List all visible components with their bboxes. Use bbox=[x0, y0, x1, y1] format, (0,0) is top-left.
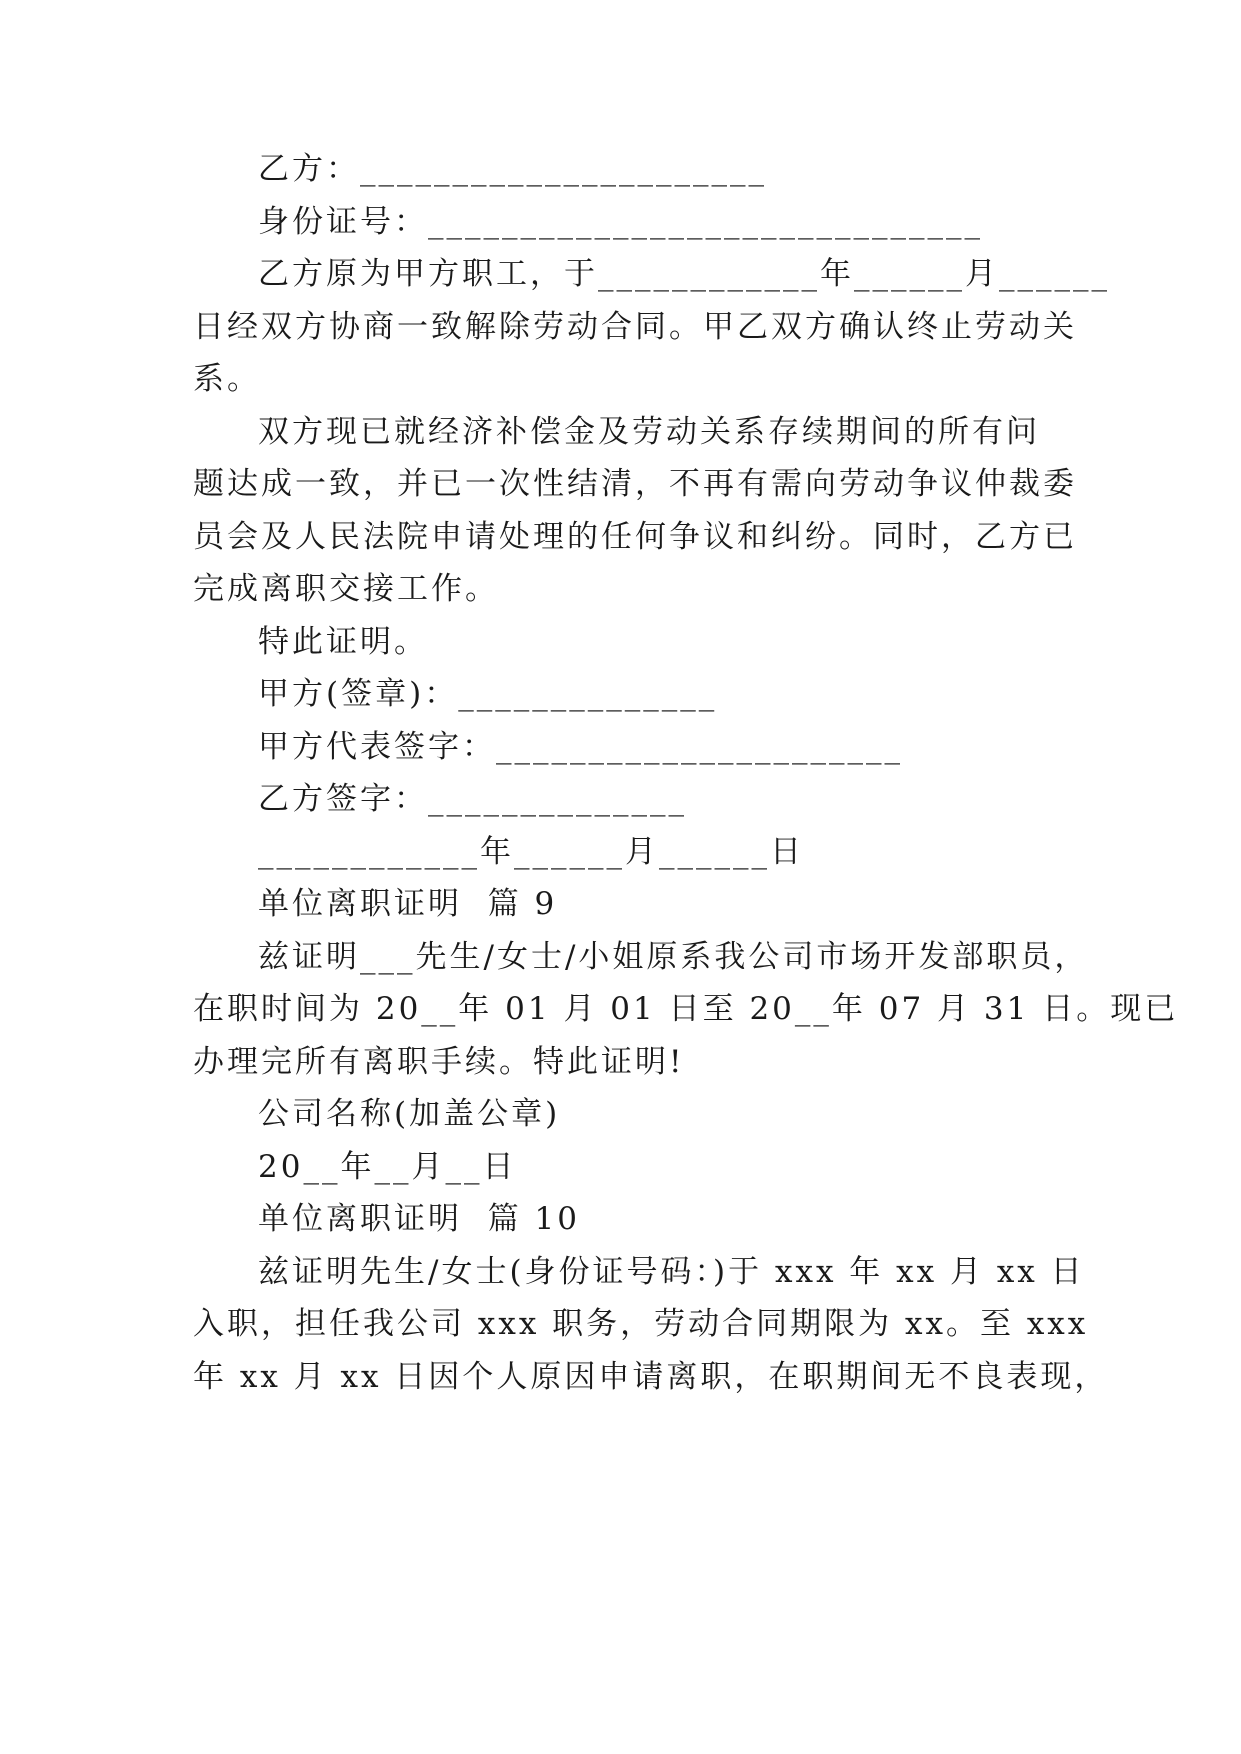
company-name-line: 公司名称(加盖公章) bbox=[258, 1096, 561, 1132]
date-line: 20__年__月__日 bbox=[258, 1149, 517, 1185]
paragraph-line: 兹证明___先生/女士/小姐原系我公司市场开发部职员， bbox=[258, 939, 1089, 975]
paragraph-line: 日经双方协商一致解除劳动合同。甲乙双方确认终止劳动关 bbox=[193, 309, 1077, 345]
party-a-seal-line: 甲方(签章)：______________ bbox=[258, 676, 718, 712]
paragraph-line: 员会及人民法院申请处理的任何争议和纠纷。同时，乙方已 bbox=[193, 519, 1077, 555]
party-b-name-line: 乙方：______________________ bbox=[258, 151, 767, 187]
paragraph-line: 完成离职交接工作。 bbox=[193, 571, 499, 607]
paragraph-line: 入职，担任我公司 xxx 职务，劳动合同期限为 xx。至 xxx bbox=[193, 1306, 1089, 1342]
paragraph-line: 乙方原为甲方职工，于____________年______月______ bbox=[258, 256, 1110, 292]
paragraph-line: 题达成一致，并已一次性结清，不再有需向劳动争议仲裁委 bbox=[193, 466, 1077, 502]
certify-line: 特此证明。 bbox=[258, 624, 428, 660]
date-line: ____________年______月______日 bbox=[258, 834, 804, 870]
party-b-signature-line: 乙方签字：______________ bbox=[258, 781, 687, 817]
paragraph-line: 系。 bbox=[193, 361, 261, 397]
paragraph-line: 在职时间为 20__年 01 月 01 日至 20__年 07 月 31 日。现已 bbox=[193, 991, 1179, 1027]
paragraph-line: 办理完所有离职手续。特此证明! bbox=[193, 1044, 685, 1080]
id-number-line: 身份证号：______________________________ bbox=[258, 204, 983, 240]
paragraph-line: 兹证明先生/女士(身份证号码：)于 xxx 年 xx 月 xx 日 bbox=[258, 1254, 1085, 1290]
section-heading: 单位离职证明 篇 10 bbox=[258, 1201, 581, 1237]
paragraph-line: 年 xx 月 xx 日因个人原因申请离职，在职期间无不良表现， bbox=[193, 1359, 1109, 1395]
paragraph-line: 双方现已就经济补偿金及劳动关系存续期间的所有问 bbox=[258, 414, 1040, 450]
party-a-rep-signature-line: 甲方代表签字：______________________ bbox=[258, 729, 903, 765]
section-heading: 单位离职证明 篇 9 bbox=[258, 886, 558, 922]
